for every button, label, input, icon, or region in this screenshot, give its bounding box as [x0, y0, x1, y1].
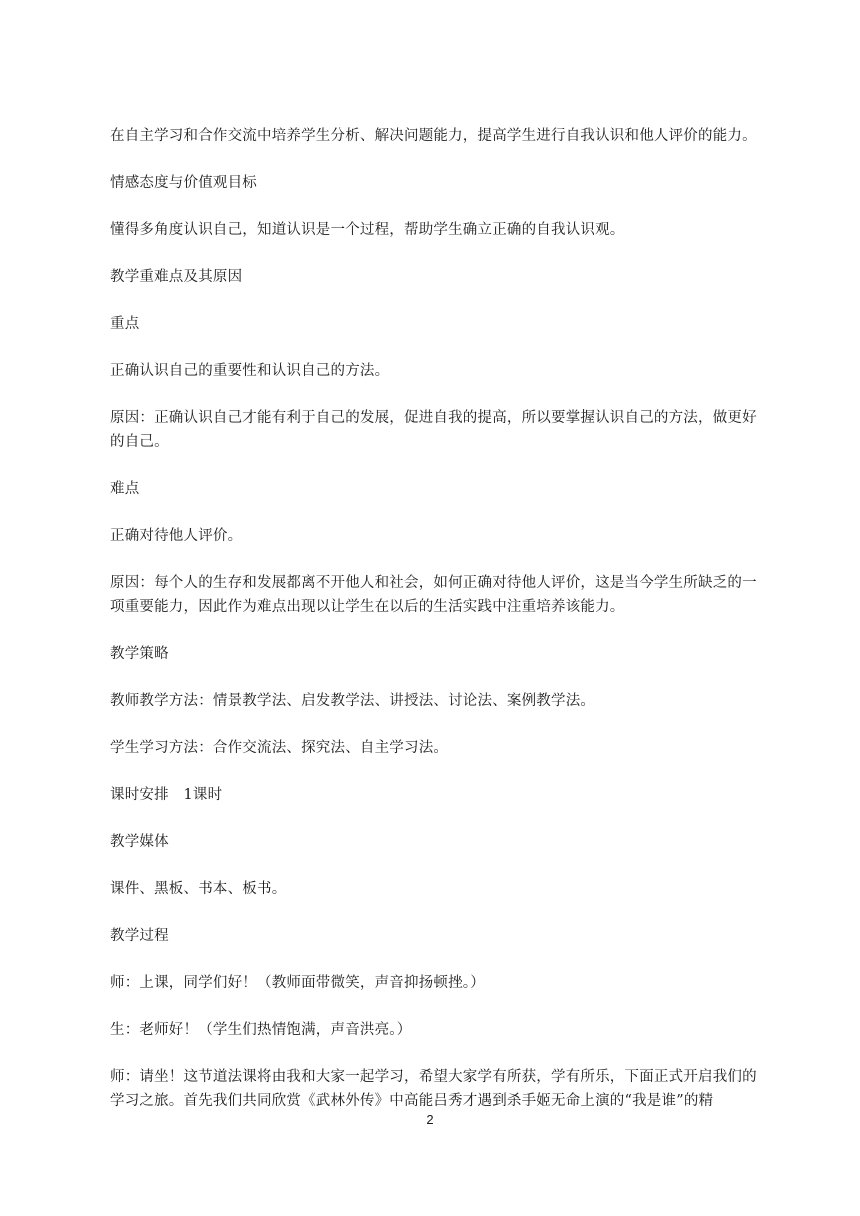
heading-key-difficult-points: 教学重难点及其原因 [110, 269, 243, 285]
paragraph-difficult-point: 正确对待他人评价。 [110, 528, 243, 544]
heading-teaching-process: 教学过程 [110, 928, 169, 944]
paragraph-class-hours: 课时安排 1课时 [110, 787, 223, 803]
heading-teaching-media: 教学媒体 [110, 834, 169, 850]
document-body [110, 124, 760, 1113]
paragraph-student-methods: 学生学习方法：合作交流法、探究法、自主学习法。 [110, 740, 449, 756]
dialogue-teacher-introduction: 师：请坐！这节道法课将由我和大家一起学习，希望大家学有所获，学有所乐，下面正式开启我们的学习之旅。首先我们共同欣赏《武林外传》中高能吕秀才遇到杀手姬无命上演的“我是谁”的精 [110, 1069, 757, 1109]
paragraph-teacher-methods: 教师教学方法：情景教学法、启发教学法、讲授法、讨论法、案例教学法。 [110, 693, 596, 709]
heading-teaching-strategy: 教学策略 [110, 646, 169, 662]
page-number: 2 [426, 1112, 434, 1127]
paragraph-key-point-reason: 原因：正确认识自己才能有利于自己的发展，促进自我的提高，所以要掌握认识自己的方法，做更好的自己。 [110, 410, 757, 450]
paragraph-emotion-goal: 懂得多角度认识自己，知道认识是一个过程，帮助学生确立正确的自我认识观。 [110, 222, 625, 238]
paragraph-difficult-point-reason: 原因：每个人的生存和发展都离不开他人和社会，如何正确对待他人评价，这是当今学生所缺乏的一项重要能力，因此作为难点出现以让学生在以后的生活实践中注重培养该能力。 [110, 575, 757, 615]
heading-difficult-point: 难点 [110, 481, 140, 497]
heading-emotion-goal: 情感态度与价值观目标 [110, 175, 257, 191]
dialogue-teacher-greeting: 师：上课，同学们好！（教师面带微笑，声音抑扬顿挫。） [110, 975, 485, 991]
paragraph-ability-goal: 在自主学习和合作交流中培养学生分析、解决问题能力，提高学生进行自我认识和他人评价的能力。 [110, 128, 757, 144]
dialogue-student-greeting: 生：老师好！（学生们热情饱满，声音洪亮。） [110, 1022, 412, 1038]
paragraph-teaching-media: 课件、黑板、书本、板书。 [110, 881, 287, 897]
heading-key-point: 重点 [110, 316, 140, 332]
paragraph-key-point: 正确认识自己的重要性和认识自己的方法。 [110, 363, 390, 379]
